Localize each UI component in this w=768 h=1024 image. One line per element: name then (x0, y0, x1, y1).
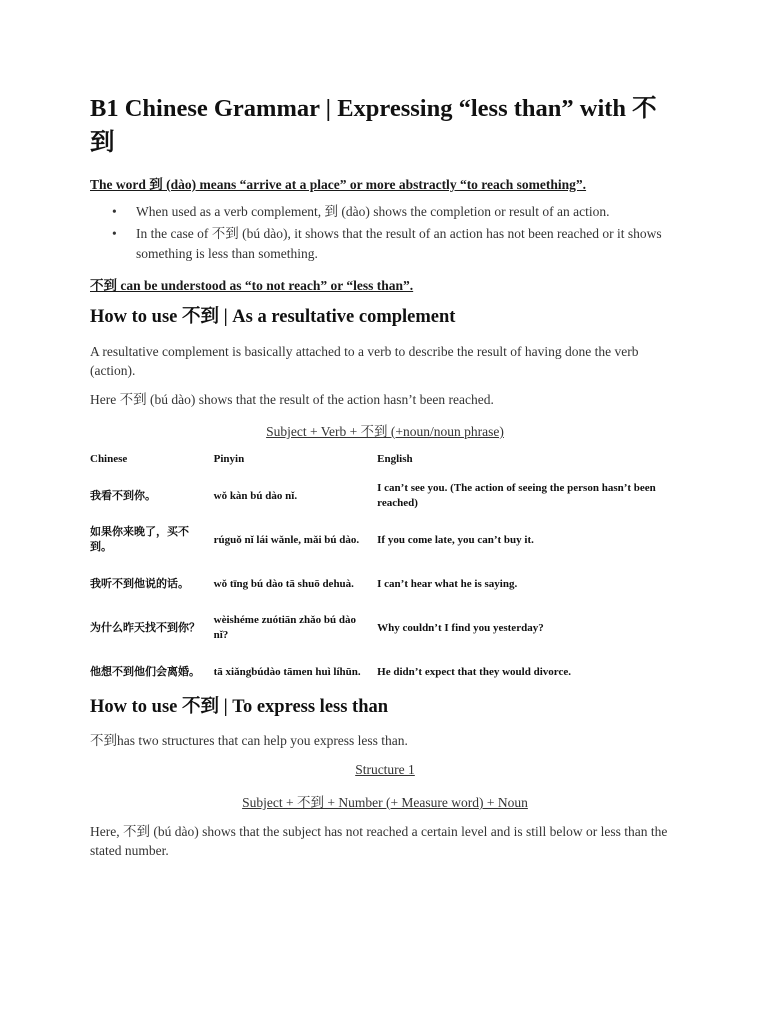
column-header-chinese: Chinese (90, 452, 128, 465)
resultative-definition: A resultative complement is basically attached to a verb to describe the result of having done the verb (action). (90, 344, 639, 378)
cell-english: I can’t hear what he is saying. (377, 577, 518, 590)
table-header-row (90, 444, 676, 474)
bullet-list (90, 202, 680, 266)
cell-chinese: 我看不到你。 (90, 489, 156, 502)
cell-english: He didn’t expect that they would divorce. (377, 665, 571, 678)
cell-english: If you come late, you can’t buy it. (377, 533, 534, 546)
bullet-marker: • (112, 204, 117, 219)
resultative-explanation: Here 不到 (bú dào) shows that the result of the action hasn’t been reached. (90, 392, 494, 407)
structure-label: Structure 1 (355, 762, 415, 777)
column-header-english: English (377, 452, 413, 465)
table-row (90, 474, 676, 518)
less-than-intro: 不到has two structures that can help you express less than. (90, 733, 408, 748)
bullet-item (90, 202, 680, 222)
column-header-pinyin: Pinyin (213, 452, 245, 465)
cell-pinyin: tā xiǎngbúdào tāmen huì líhūn. (213, 665, 361, 678)
table-row (90, 518, 676, 562)
cell-chinese: 为什么昨天找不到你？ (90, 621, 200, 634)
grammar-formula: Subject + Verb + 不到 (+noun/noun phrase) (266, 424, 504, 439)
bullet-text: In the case of 不到 (bú dào), it shows that the result of an action has not been reached or it shows something is less than something. (136, 226, 662, 261)
table-row (90, 650, 676, 694)
grammar-formula: Subject + 不到 + Number (+ Measure word) + Noun (242, 795, 528, 810)
cell-pinyin: rúguǒ nǐ lái wǎnle, mǎi bú dào. (213, 533, 360, 546)
bullet-text: When used as a verb complement, 到 (dào) shows the completion or result of an action. (136, 204, 610, 219)
cell-pinyin: wǒ tīng bú dào tā shuō dehuà. (213, 577, 354, 590)
cell-chinese: 我听不到他说的话。 (90, 577, 189, 590)
cell-pinyin: wèishéme zuótiān zhǎo bú dào nǐ? (213, 614, 357, 641)
section-heading-resultative: How to use 不到 | As a resultative complement (90, 307, 456, 327)
cell-chinese: 如果你来晚了，买不到。 (90, 526, 189, 553)
less-than-explanation: Here, 不到 (bú dào) shows that the subject has not reached a certain level and is still below or less than the stated number. (90, 824, 668, 858)
section-heading-less-than: How to use 不到 | To express less than (90, 697, 389, 717)
bullet-item (90, 224, 680, 264)
intro-sentence: The word 到 (dào) means “arrive at a place” or more abstractly “to reach something”. (90, 177, 587, 192)
example-table (90, 444, 676, 694)
table-row (90, 606, 676, 650)
cell-chinese: 他想不到他们会离婚。 (90, 665, 200, 678)
page-title: B1 Chinese Grammar | Expressing “less than” with 不到 (90, 95, 657, 156)
cell-english: I can’t see you. (The action of seeing the person hasn’t been reached) (377, 482, 656, 509)
bullet-marker: • (112, 226, 117, 241)
cell-pinyin: wǒ kàn bú dào nǐ. (213, 489, 298, 502)
cell-english: Why couldn’t I find you yesterday? (377, 621, 544, 634)
key-note: 不到 can be understood as “to not reach” or “less than”. (90, 278, 414, 293)
table-row (90, 562, 676, 606)
